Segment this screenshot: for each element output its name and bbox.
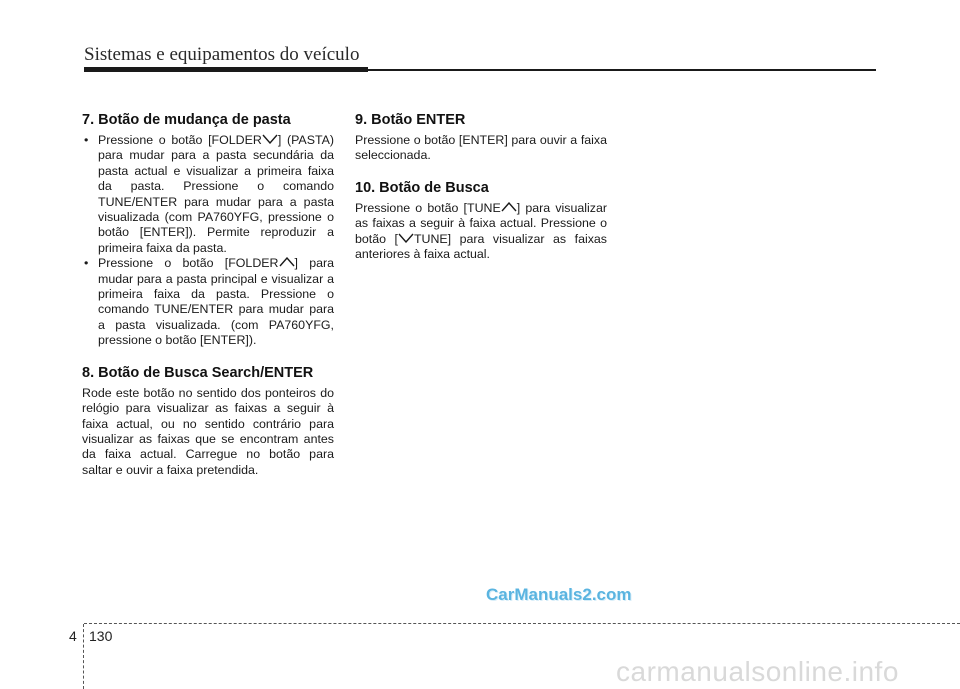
section-10-text (355, 201, 607, 263)
section-9-text: Pressione o botão [ENTER] para ouvir a faixa seleccionada. (355, 133, 607, 163)
header-rule-thin (368, 69, 876, 71)
bullet-text-post: ] (PASTA) para mudar para a pasta secundária da pasta actual e visualizar a primeira faixa da pasta. Pressione o comando TUNE/ENTER para mudar para a pasta visualizada (com PA760YFG, pressione o botão [ENTER]). Permite reproduzir a primeira faixa da pasta. (98, 133, 334, 255)
chevron-down-icon (262, 134, 278, 144)
watermark-carmanuals[interactable]: CarManuals2.com (486, 585, 632, 604)
footer-rule (84, 623, 960, 624)
section-7-list (82, 133, 334, 349)
text-part: ] para visualizar as faixas a seguir à faixa actual. Pressione o botão [ (355, 200, 607, 246)
text-part: Pressione o botão [TUNE (355, 200, 501, 215)
chapter-title: Sistemas e equipamentos do veículo (84, 44, 360, 65)
text-part: TUNE] para visualizar as faixas anteriores à faixa actual. (355, 231, 607, 262)
chevron-up-icon (279, 257, 295, 267)
left-column (82, 112, 334, 478)
watermark-online: carmanualsonline.info (616, 656, 899, 687)
list-item (82, 256, 334, 348)
header-rule-thick (84, 67, 368, 72)
section-7-title: 7. Botão de mudança de pasta (82, 112, 291, 128)
page-number: 130 (89, 628, 113, 644)
section-10-title: 10. Botão de Busca (355, 179, 489, 196)
list-item (82, 133, 334, 256)
section-9-title: 9. Botão ENTER (355, 112, 466, 128)
footer-divider (83, 624, 84, 689)
chevron-down-icon (398, 233, 414, 243)
bullet-text-post: ] para mudar para a pasta principal e visualizar a primeira faixa da pasta. Pressione o comando TUNE/ENTER para mudar para a pasta visualizada. (com PA760YFG, pressione o botão [ENTER]). (98, 256, 335, 348)
section-8-text: Rode este botão no sentido dos ponteiros do relógio para visualizar as faixas a seguir à faixa actual, ou no sentido contrário para visualizar as faixas que se encontram antes da faixa actual. Carregue no botão para saltar e ouvir a faixa pretendida. (82, 385, 334, 477)
bullet-text-pre: Pressione o botão [FOLDER (98, 133, 262, 147)
section-8-title: 8. Botão de Busca Search/ENTER (82, 364, 314, 381)
chapter-number: 4 (69, 628, 77, 644)
bullet-text-pre: Pressione o botão [FOLDER (98, 256, 279, 271)
chevron-up-icon (501, 202, 517, 212)
right-column (355, 112, 607, 262)
